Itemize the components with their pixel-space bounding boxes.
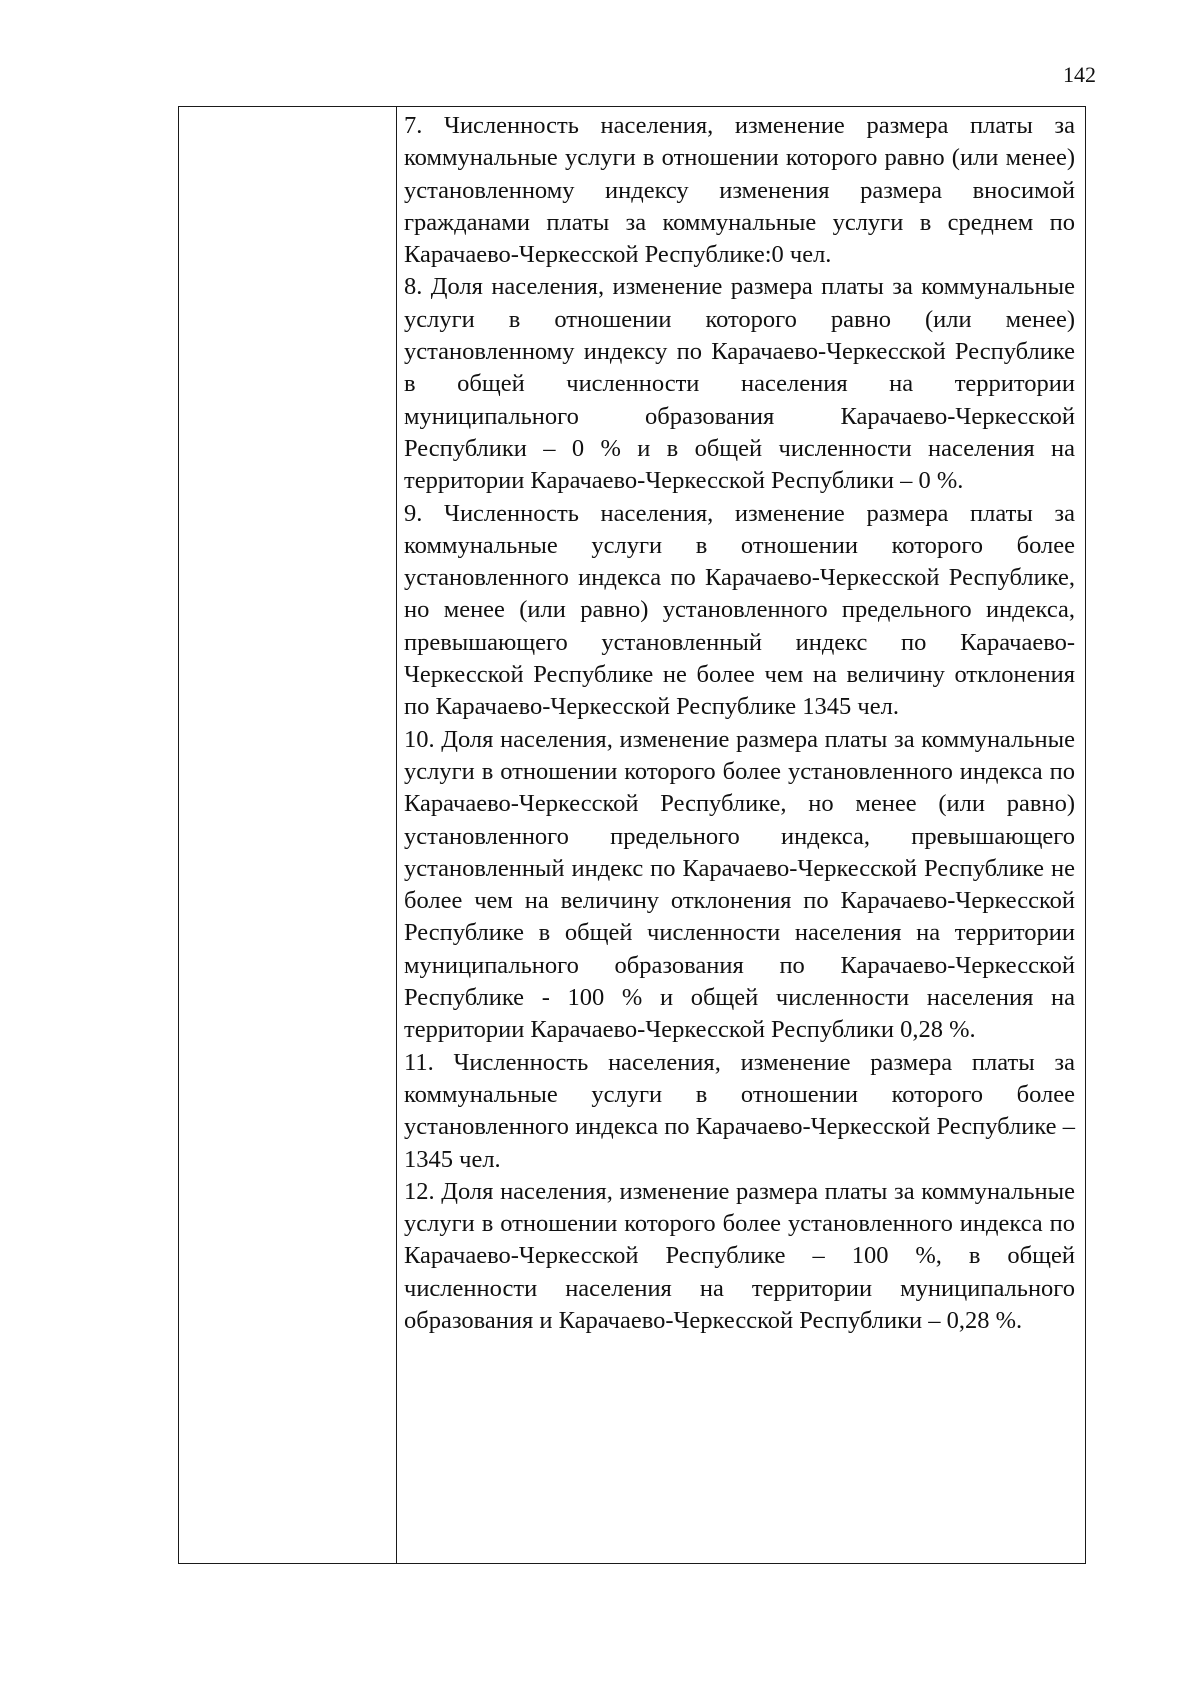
paragraph-item-11: 11. Численность населения, изменение размера платы за коммунальные услуги в отношении которого более установленного индекса по Карачаево-Черкесской Республике – 1345 чел. — [404, 1048, 1075, 1173]
paragraph-item-9: 9. Численность населения, изменение размера платы за коммунальные услуги в отношении которого более установленного индекса по Карачаево-Черкесской Республике, но менее (или равно) установленного предельного индекса, превышающего установленный индекс по Карачаево-Черкесской Республике не более чем на величину отклонения по Карачаево-Черкесской Республике 1345 чел. — [404, 499, 1075, 721]
paragraph-item-10: 10. Доля населения, изменение размера платы за коммунальные услуги в отношении которого более установленного индекса по Карачаево-Черкесской Республике, но менее (или равно) установленного предельного индекса, превышающего установленный индекс по Карачаево-Черкесской Республике не более чем на величину отклонения по Карачаево-Черкесской Республике в общей численности населения на территории муниципального образования по Карачаево-Черкесской Республике - 100 % и общей численности населения на территории Карачаево-Черкесской Республики 0,28 %. — [404, 725, 1075, 1044]
paragraph-item-8: 8. Доля населения, изменение размера платы за коммунальные услуги в отношении которого равно (или менее) установленному индексу по Карачаево-Черкесской Республике в общей численности населения на территории муниципального образования Карачаево-Черкесской Республики – 0 % и в общей численности населения на территории Карачаево-Черкесской Республики – 0 %. — [404, 273, 1075, 495]
table-right-cell — [397, 107, 1085, 1563]
paragraph-item-7: 7. Численность населения, изменение размера платы за коммунальные услуги в отношении которого равно (или менее) установленному индексу изменения размера вносимой гражданами платы за коммунальные услуги в среднем по Карачаево-Черкесской Республике:0 чел. — [404, 112, 1075, 269]
paragraph-item-12: 12. Доля населения, изменение размера платы за коммунальные услуги в отношении которого более установленного индекса по Карачаево-Черкесской Республике – 100 %, в общей численности населения на территории муниципального образования и Карачаево-Черкесской Республики – 0,28 %. — [404, 1177, 1075, 1334]
document-table — [178, 106, 1086, 1564]
page-number: 142 — [1063, 62, 1096, 87]
table-left-cell — [179, 107, 397, 1563]
